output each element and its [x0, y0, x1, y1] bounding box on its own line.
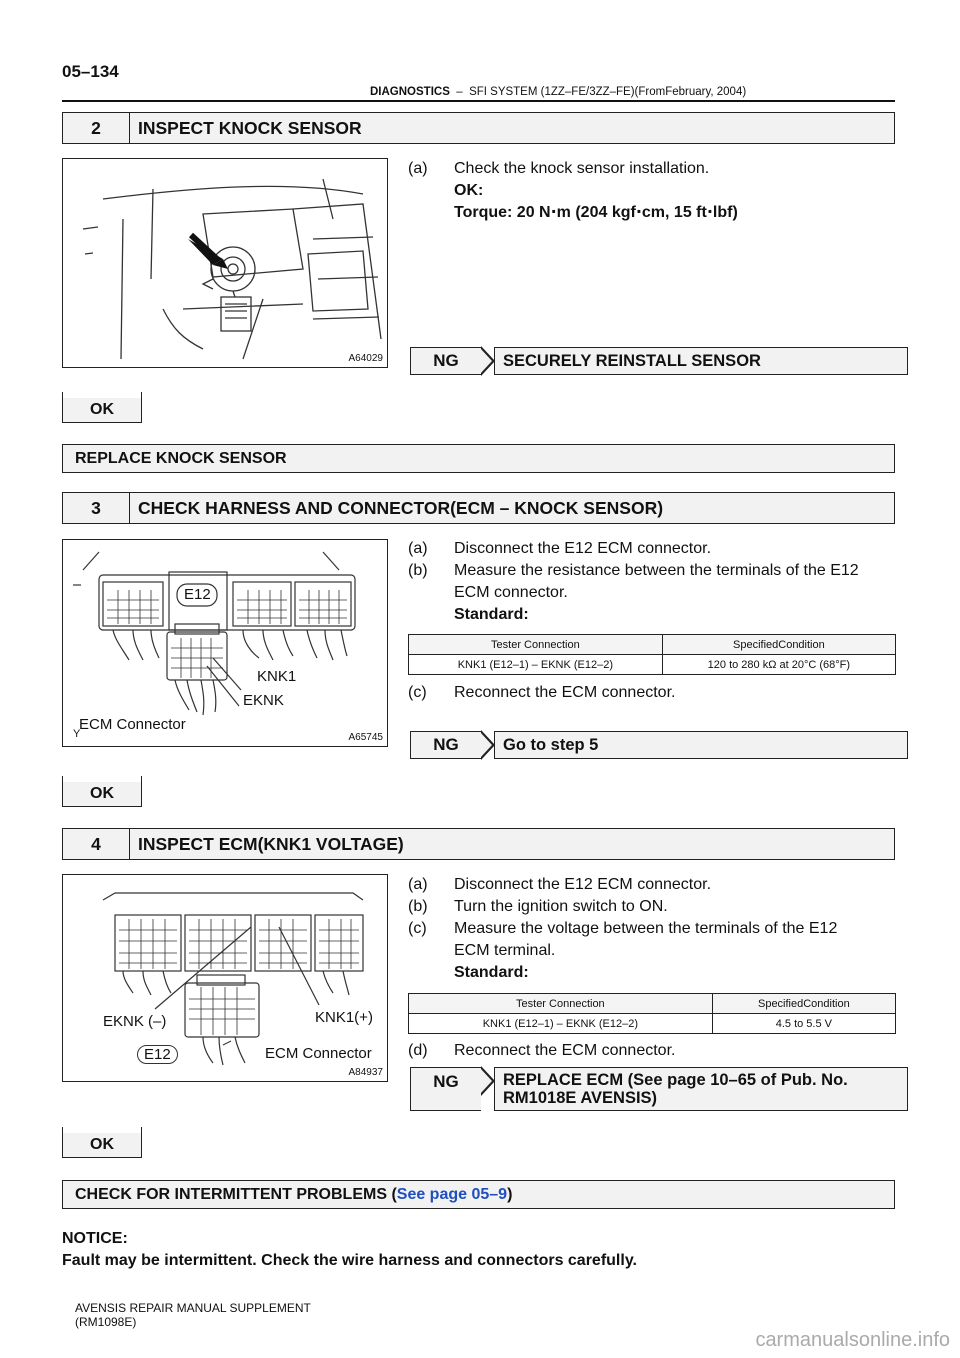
figure-code: A65745 [348, 732, 383, 743]
table-header: SpecifiedCondition [712, 994, 895, 1014]
running-head [370, 86, 746, 98]
knock-sensor-illustration [63, 159, 387, 367]
item-tag: (c) [408, 684, 427, 701]
standard-label: Standard: [454, 964, 529, 981]
item-text: Check the knock sensor installation. [454, 160, 710, 177]
final-text-before: CHECK FOR INTERMITTENT PROBLEMS ( [75, 1185, 397, 1203]
ok-tab: OK [62, 782, 142, 807]
notice [62, 1228, 637, 1272]
table-header: Tester Connection [409, 994, 713, 1014]
step-2-ng-branch [410, 347, 908, 375]
ng-arrow-icon [481, 730, 495, 760]
running-head-separator: – [456, 86, 463, 98]
item-text: Measure the resistance between the terminals of the E12 [454, 562, 859, 579]
ok-tab: OK [62, 398, 142, 423]
item-tag: (a) [408, 540, 428, 557]
item-tag: (b) [408, 562, 428, 579]
ng-action-line-1: REPLACE ECM (See page 10–65 of Pub. No. [503, 1071, 848, 1089]
footer [75, 1301, 311, 1329]
notice-label: NOTICE: [62, 1230, 128, 1247]
footer-line-2: (RM1098E) [75, 1315, 137, 1329]
table-cell: KNK1 (E12–1) – EKNK (E12–2) [409, 1014, 713, 1034]
knk1-plus-label: KNK1(+) [315, 1009, 373, 1026]
table-row [409, 1014, 896, 1034]
header-rule [62, 100, 895, 102]
figure-code: A64029 [348, 353, 383, 364]
e12-label: E12 [184, 586, 211, 603]
page-number: 05–134 [62, 62, 119, 81]
voltage-spec-table [408, 993, 896, 1034]
ng-action: SECURELY REINSTALL SENSOR [494, 347, 908, 375]
step-4-instructions-d [408, 1040, 896, 1062]
item-text: Disconnect the E12 ECM connector. [454, 876, 712, 893]
table-cell: KNK1 (E12–1) – EKNK (E12–2) [409, 655, 663, 675]
item-text: Reconnect the ECM connector. [454, 1042, 676, 1059]
step-title: INSPECT ECM(KNK1 VOLTAGE) [138, 833, 404, 854]
table-cell: 4.5 to 5.5 V [712, 1014, 895, 1034]
final-text-after: ) [507, 1185, 513, 1203]
ecm-connector-label: ECM Connector [265, 1045, 372, 1062]
table-row [409, 655, 896, 675]
check-intermittent-box [62, 1180, 895, 1209]
ok-tab: OK [62, 1133, 142, 1158]
item-tag: (c) [408, 920, 427, 937]
step-2-instructions [408, 158, 896, 224]
footer-line-1: AVENSIS REPAIR MANUAL SUPPLEMENT [75, 1301, 311, 1315]
item-tag: (a) [408, 160, 428, 177]
ok-label: OK: [454, 182, 484, 199]
running-head-subsection: SFI SYSTEM (1ZZ–FE/3ZZ–FE)(FromFebruary, 2004) [469, 86, 747, 98]
ng-label: NG [410, 347, 481, 375]
step-number: 3 [63, 493, 130, 523]
notice-text: Fault may be intermittent. Check the wire harness and connectors carefully. [62, 1252, 637, 1269]
step-4-ng-branch [410, 1067, 908, 1111]
step-4-header [62, 828, 895, 860]
replace-knock-sensor-box: REPLACE KNOCK SENSOR [62, 444, 895, 473]
step-3-ng-branch [410, 731, 908, 759]
step-2-header [62, 112, 895, 144]
watermark: carmanualsonline.info [755, 1329, 950, 1351]
ng-label: NG [410, 1067, 481, 1111]
step-3-header [62, 492, 895, 524]
step-title: INSPECT KNOCK SENSOR [138, 117, 362, 138]
step-number: 4 [63, 829, 130, 859]
running-head-section: DIAGNOSTICS [370, 86, 450, 98]
item-tag: (d) [408, 1042, 428, 1059]
ng-label: NG [410, 731, 481, 759]
step-3-instructions [408, 538, 896, 626]
standard-label: Standard: [454, 606, 529, 623]
table-header: Tester Connection [409, 635, 663, 655]
eknk-label: EKNK [243, 692, 284, 709]
item-text: Measure the voltage between the terminals of the E12 [454, 920, 838, 937]
item-tag: (a) [408, 876, 428, 893]
ng-action-line-2: RM1018E AVENSIS) [503, 1089, 658, 1107]
torque-spec: Torque: 20 N⋅m (204 kgf⋅cm, 15 ft⋅lbf) [454, 204, 738, 221]
ng-action: Go to step 5 [494, 731, 908, 759]
step-3-instructions-c [408, 682, 896, 704]
ecm-connector-label: ECM Connector [79, 716, 186, 733]
eknk-minus-label: EKNK (–) [103, 1013, 167, 1030]
item-tag: (b) [408, 898, 428, 915]
ng-arrow-icon [481, 346, 495, 376]
knock-sensor-figure [62, 158, 388, 368]
table-cell: 120 to 280 kΩ at 20°C (68°F) [662, 655, 895, 675]
knk1-label: KNK1 [257, 668, 297, 685]
resistance-spec-table [408, 634, 896, 675]
ng-arrow-icon [481, 1066, 495, 1096]
ecm-voltage-figure [62, 874, 388, 1082]
table-header: SpecifiedCondition [662, 635, 895, 655]
ecm-connector-figure [62, 539, 388, 747]
item-text-cont: ECM connector. [454, 584, 568, 601]
figure-mark: Y [73, 728, 81, 740]
figure-code: A84937 [348, 1067, 383, 1078]
step-number: 2 [63, 113, 130, 143]
item-text-cont: ECM terminal. [454, 942, 556, 959]
e12-label: E12 [137, 1045, 178, 1064]
step-title: CHECK HARNESS AND CONNECTOR(ECM – KNOCK SENSOR) [138, 497, 664, 518]
see-page-link[interactable]: See page 05–9 [396, 1185, 508, 1203]
item-text: Turn the ignition switch to ON. [454, 898, 668, 915]
step-4-instructions [408, 874, 896, 984]
ng-action [494, 1067, 908, 1111]
item-text: Reconnect the ECM connector. [454, 684, 676, 701]
item-text: Disconnect the E12 ECM connector. [454, 540, 712, 557]
